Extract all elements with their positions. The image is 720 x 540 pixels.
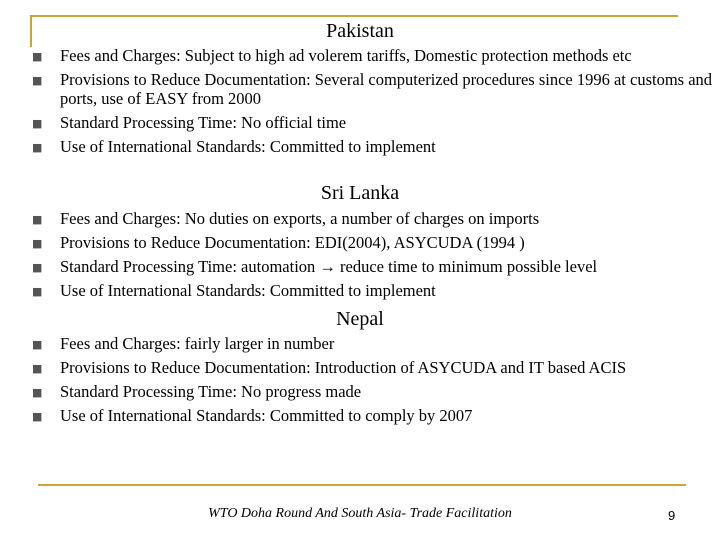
- item-text: Provisions to Reduce Documentation: Several computerized procedures since 1996 at customs and ports, use of EASY from 2000: [60, 70, 713, 108]
- list-item: [32, 70, 718, 108]
- item-text: Standard Processing Time: automation → reduce time to minimum possible level: [60, 257, 598, 276]
- footer-title: WTO Doha Round And South Asia- Trade Facilitation: [208, 506, 512, 521]
- bullet-icon: ■: [32, 237, 43, 250]
- page-number: 9: [668, 508, 676, 523]
- section-heading-sri-lanka: Sri Lanka: [320, 182, 400, 204]
- list-nepal: [32, 334, 718, 430]
- section-heading-nepal: Nepal: [336, 308, 384, 330]
- list-item: [32, 358, 718, 377]
- bottom-rule: [38, 484, 686, 486]
- bullet-icon: ■: [32, 285, 43, 298]
- item-text: Provisions to Reduce Documentation: Introduction of ASYCUDA and IT based ACIS: [60, 358, 627, 377]
- item-text: Use of International Standards: Committed to implement: [60, 137, 436, 156]
- list-item: [32, 113, 718, 132]
- list-item: [32, 209, 718, 228]
- bullet-icon: ■: [32, 117, 43, 130]
- item-text: Standard Processing Time: No progress made: [60, 382, 362, 401]
- bullet-icon: ■: [32, 141, 43, 154]
- list-pakistan: [32, 46, 718, 161]
- bullet-icon: ■: [32, 213, 43, 226]
- item-text: Fees and Charges: Subject to high ad volerem tariffs, Domestic protection methods etc: [60, 46, 632, 65]
- bullet-icon: ■: [32, 261, 43, 274]
- list-item: [32, 281, 718, 300]
- list-item: [32, 334, 718, 353]
- item-text: Use of International Standards: Committed to implement: [60, 281, 436, 300]
- bullet-icon: ■: [32, 338, 43, 351]
- list-item: [32, 233, 718, 252]
- bullet-icon: ■: [32, 410, 43, 423]
- top-rule: [30, 15, 678, 17]
- bullet-icon: ■: [32, 362, 43, 375]
- list-item: [32, 382, 718, 401]
- bullet-icon: ■: [32, 50, 43, 63]
- list-item: [32, 406, 718, 425]
- list-item: [32, 257, 718, 276]
- list-sri-lanka: [32, 209, 718, 305]
- bullet-icon: ■: [32, 74, 43, 87]
- list-item: [32, 46, 718, 65]
- item-text: Use of International Standards: Committed to comply by 2007: [60, 406, 473, 425]
- item-text: Standard Processing Time: No official time: [60, 113, 347, 132]
- list-item: [32, 137, 718, 156]
- bullet-icon: ■: [32, 386, 43, 399]
- section-heading-pakistan: Pakistan: [326, 20, 394, 42]
- item-text: Fees and Charges: No duties on exports, a number of charges on imports: [60, 209, 540, 228]
- item-text: Fees and Charges: fairly larger in number: [60, 334, 335, 353]
- item-text: Provisions to Reduce Documentation: EDI(2004), ASYCUDA (1994 ): [60, 233, 525, 252]
